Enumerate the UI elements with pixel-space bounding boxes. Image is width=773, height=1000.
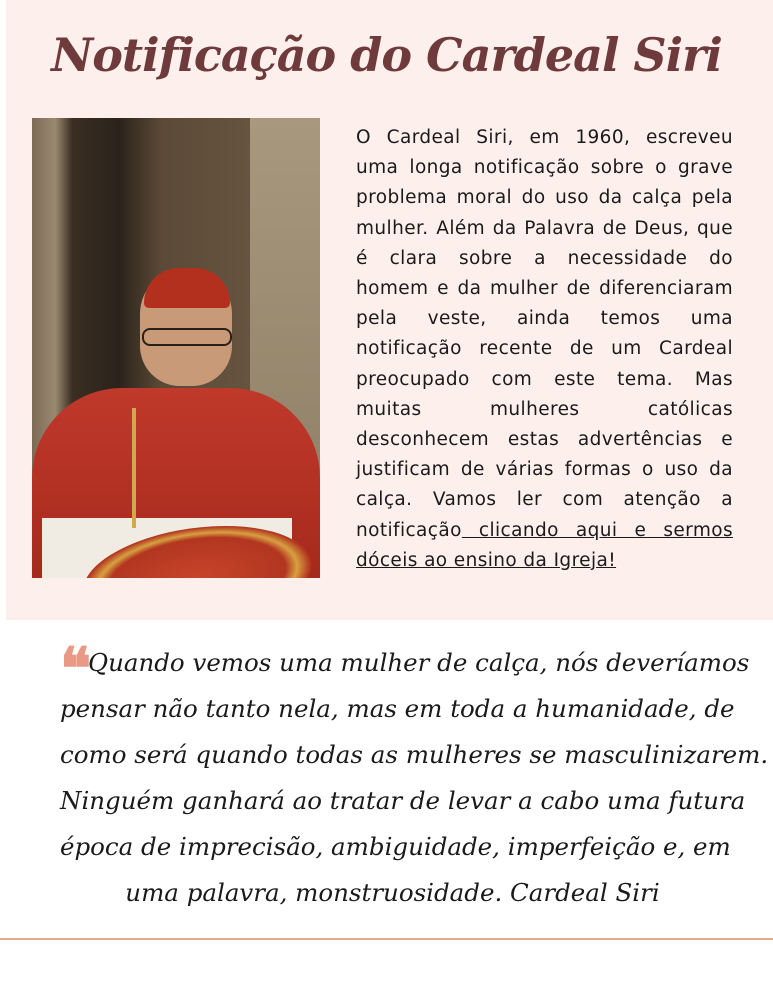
notification-link[interactable]: clicando aqui e sermos dóceis ao ensino da Igreja! — [356, 519, 733, 571]
quote-line: como será quando todas as mulheres se masculinizarem. — [60, 740, 769, 769]
body-paragraph — [356, 123, 733, 576]
quote-line: pensar não tanto nela, mas em toda a humanidade, de — [60, 694, 735, 723]
photo-pectoral-cross-chain — [132, 408, 136, 528]
quote-block — [60, 635, 769, 916]
quote-line: Quando vemos uma mulher de calça, nós deveríamos — [88, 648, 750, 677]
cardinal-siri-photo — [32, 118, 320, 578]
quote-mark-icon: ❝ — [60, 635, 92, 703]
page-title: Notificação do Cardeal Siri — [51, 28, 722, 82]
quote-line: uma palavra, monstruosidade. Cardeal Siri — [125, 878, 660, 907]
photo-glasses — [142, 328, 232, 346]
body-text: O Cardeal Siri, em 1960, escreveu uma longa notificação sobre o grave problema moral do uso da calça pela mulher. Além da Palavra de Deus, que é clara sobre a necessidade do homem e da mulher de diferenciaram pela veste, ainda temos uma notificação recente de um Cardeal preocupado com este tema. Mas muitas mulheres católicas desconhecem estas advertências e justificam de várias formas o uso da calça. Vamos ler com atenção a notificação — [356, 127, 733, 541]
photo-zucchetto — [144, 268, 230, 308]
bottom-divider — [0, 938, 773, 940]
quote-line: época de imprecisão, ambiguidade, imperfeição e, em — [60, 832, 731, 861]
quote-line: Ninguém ganhará ao tratar de levar a cabo uma futura — [60, 786, 746, 815]
